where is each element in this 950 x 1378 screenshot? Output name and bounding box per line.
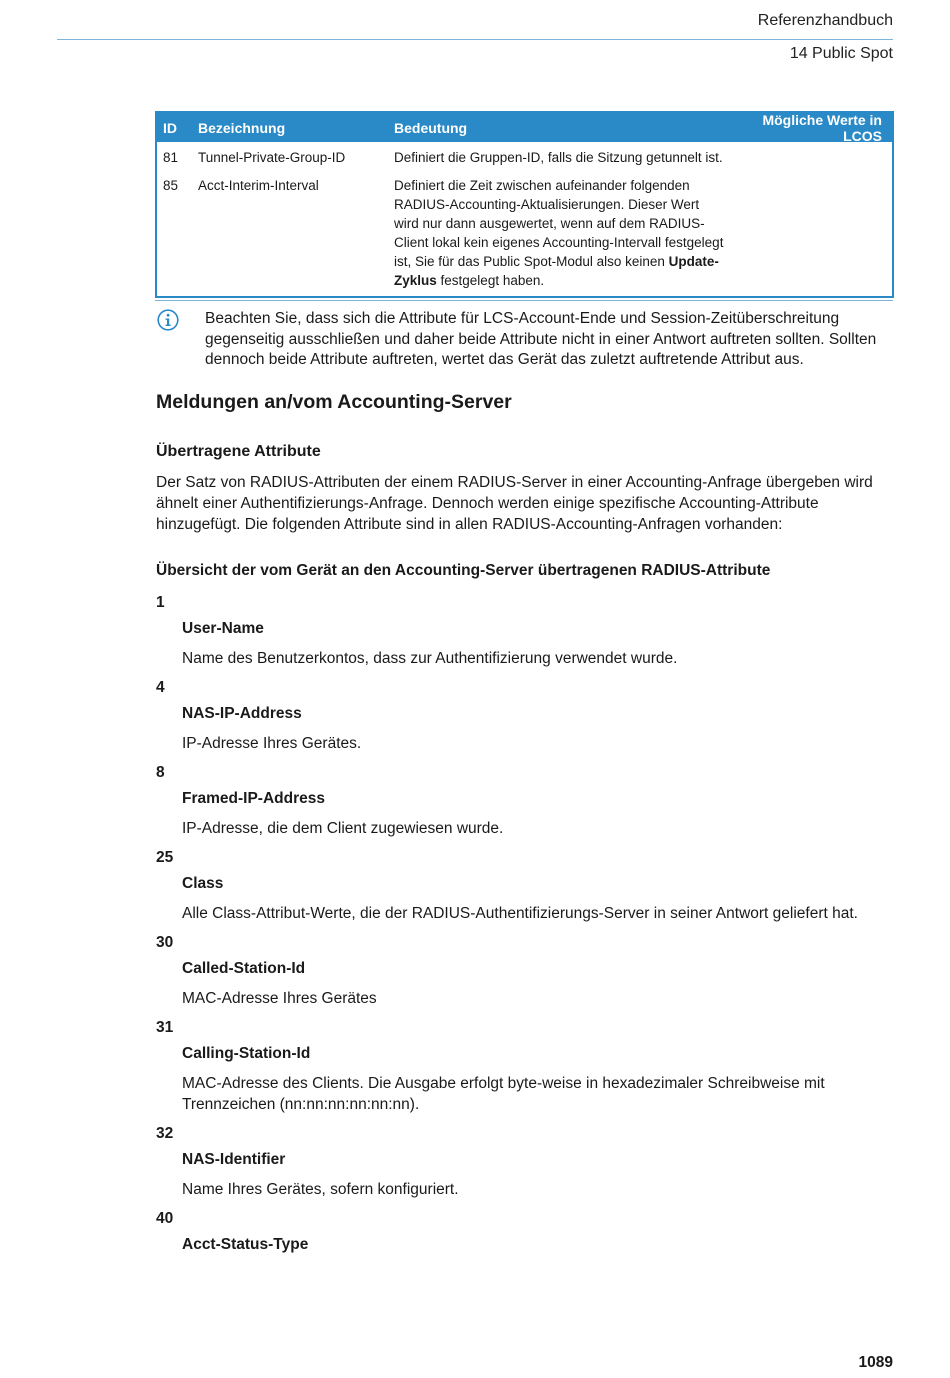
attribute-number: 32 bbox=[156, 1125, 174, 1142]
attribute-number: 30 bbox=[156, 934, 174, 951]
cell-meaning-text-end: festgelegt haben. bbox=[436, 273, 545, 288]
page-number: 1089 bbox=[858, 1354, 893, 1371]
attribute-name: Framed-IP-Address bbox=[182, 790, 325, 807]
attribute-description: IP-Adresse Ihres Gerätes. bbox=[182, 735, 362, 752]
cell-meaning-text: Definiert die Zeit zwischen aufeinander folgenden RADIUS-Accounting-Aktualisierungen. Dieser Wert wird nur dann ausgewertet, wenn auf dem RADIUS-Client lokal kein eigenes Accounting-Intervall festgelegt ist, Sie für das Public Spot-Modul also keinen bbox=[394, 178, 724, 269]
attribute-name: NAS-IP-Address bbox=[182, 705, 302, 722]
attribute-number: 40 bbox=[156, 1210, 174, 1227]
cell-id: 81 bbox=[163, 150, 179, 165]
attribute-name: Class bbox=[182, 875, 224, 892]
attribute-name: Calling-Station-Id bbox=[182, 1045, 311, 1062]
section-paragraph: Der Satz von RADIUS-Attributen der einem RADIUS-Server in einer Accounting-Anfrage übergeben wird ähnelt einer Authentifizierungs-Anfrage. Dennoch werden einige spezifische Accounting-Attribute hinzugefügt. Die folgenden Attribute sind in allen RADIUS-Accounting-Anfragen vorhanden: bbox=[156, 474, 873, 533]
page-header-title: Referenzhandbuch bbox=[757, 12, 893, 29]
attribute-name: Called-Station-Id bbox=[182, 960, 306, 977]
attribute-name: Acct-Status-Type bbox=[182, 1236, 309, 1253]
attribute-description: MAC-Adresse Ihres Gerätes bbox=[182, 990, 377, 1007]
attribute-name: User-Name bbox=[182, 620, 264, 637]
column-header-meaning: Bedeutung bbox=[394, 119, 468, 136]
attribute-number: 25 bbox=[156, 849, 174, 866]
cell-meaning: Definiert die Gruppen-ID, falls die Sitzung getunnelt ist. bbox=[394, 150, 723, 165]
note-rule bbox=[155, 300, 893, 301]
table-row bbox=[157, 142, 892, 169]
cell-meaning bbox=[394, 176, 731, 290]
column-header-id: ID bbox=[163, 119, 177, 136]
attribute-description: Name des Benutzerkontos, dass zur Authentifizierung verwendet wurde. bbox=[182, 650, 678, 667]
attribute-number: 31 bbox=[156, 1019, 174, 1036]
cell-meaning-emphasis: Update-Zyklus bbox=[394, 254, 719, 288]
section-heading: Meldungen an/vom Accounting-Server bbox=[156, 391, 512, 413]
table-header-row bbox=[157, 113, 892, 142]
attribute-description: Alle Class-Attribut-Werte, die der RADIUS-Authentifizierungs-Server in seiner Antwort geliefert hat. bbox=[182, 905, 858, 922]
table-row bbox=[157, 169, 892, 296]
header-rule bbox=[57, 39, 893, 40]
cell-name: Acct-Interim-Interval bbox=[198, 178, 319, 193]
attribute-number: 1 bbox=[156, 594, 165, 611]
attribute-number: 8 bbox=[156, 764, 165, 781]
cell-name: Tunnel-Private-Group-ID bbox=[198, 150, 346, 165]
cell-id: 85 bbox=[163, 178, 179, 193]
attribute-number: 4 bbox=[156, 679, 165, 696]
cell-values bbox=[731, 148, 892, 169]
info-icon bbox=[157, 309, 179, 331]
attribute-description: IP-Adresse, die dem Client zugewiesen wurde. bbox=[182, 820, 504, 837]
attribute-name: NAS-Identifier bbox=[182, 1151, 286, 1168]
column-header-name: Bezeichnung bbox=[198, 119, 286, 136]
cell-values bbox=[731, 176, 892, 290]
subsection-heading: Übertragene Attribute bbox=[156, 443, 321, 460]
note-text: Beachten Sie, dass sich die Attribute für LCS-Account-Ende und Session-Zeitüberschreitung gegenseitig ausschließen und daher beide Attribute nicht in einer Antwort auftreten sollten. Sollten dennoch beide Attribute auftreten, wertet das Gerät das zuletzt auftretende Attribut aus. bbox=[205, 310, 877, 368]
column-header-values: Mögliche Werte in LCOS bbox=[762, 111, 882, 144]
overview-heading: Übersicht der vom Gerät an den Accounting-Server übertragenen RADIUS-Attribute bbox=[156, 562, 771, 579]
attribute-table bbox=[155, 111, 894, 298]
page-header-chapter: 14 Public Spot bbox=[789, 45, 893, 62]
attribute-description: MAC-Adresse des Clients. Die Ausgabe erfolgt byte-weise in hexadezimaler Schreibweise mit Trennzeichen (nn:nn:nn:nn:nn:nn). bbox=[182, 1075, 825, 1113]
attribute-description: Name Ihres Gerätes, sofern konfiguriert. bbox=[182, 1181, 459, 1198]
